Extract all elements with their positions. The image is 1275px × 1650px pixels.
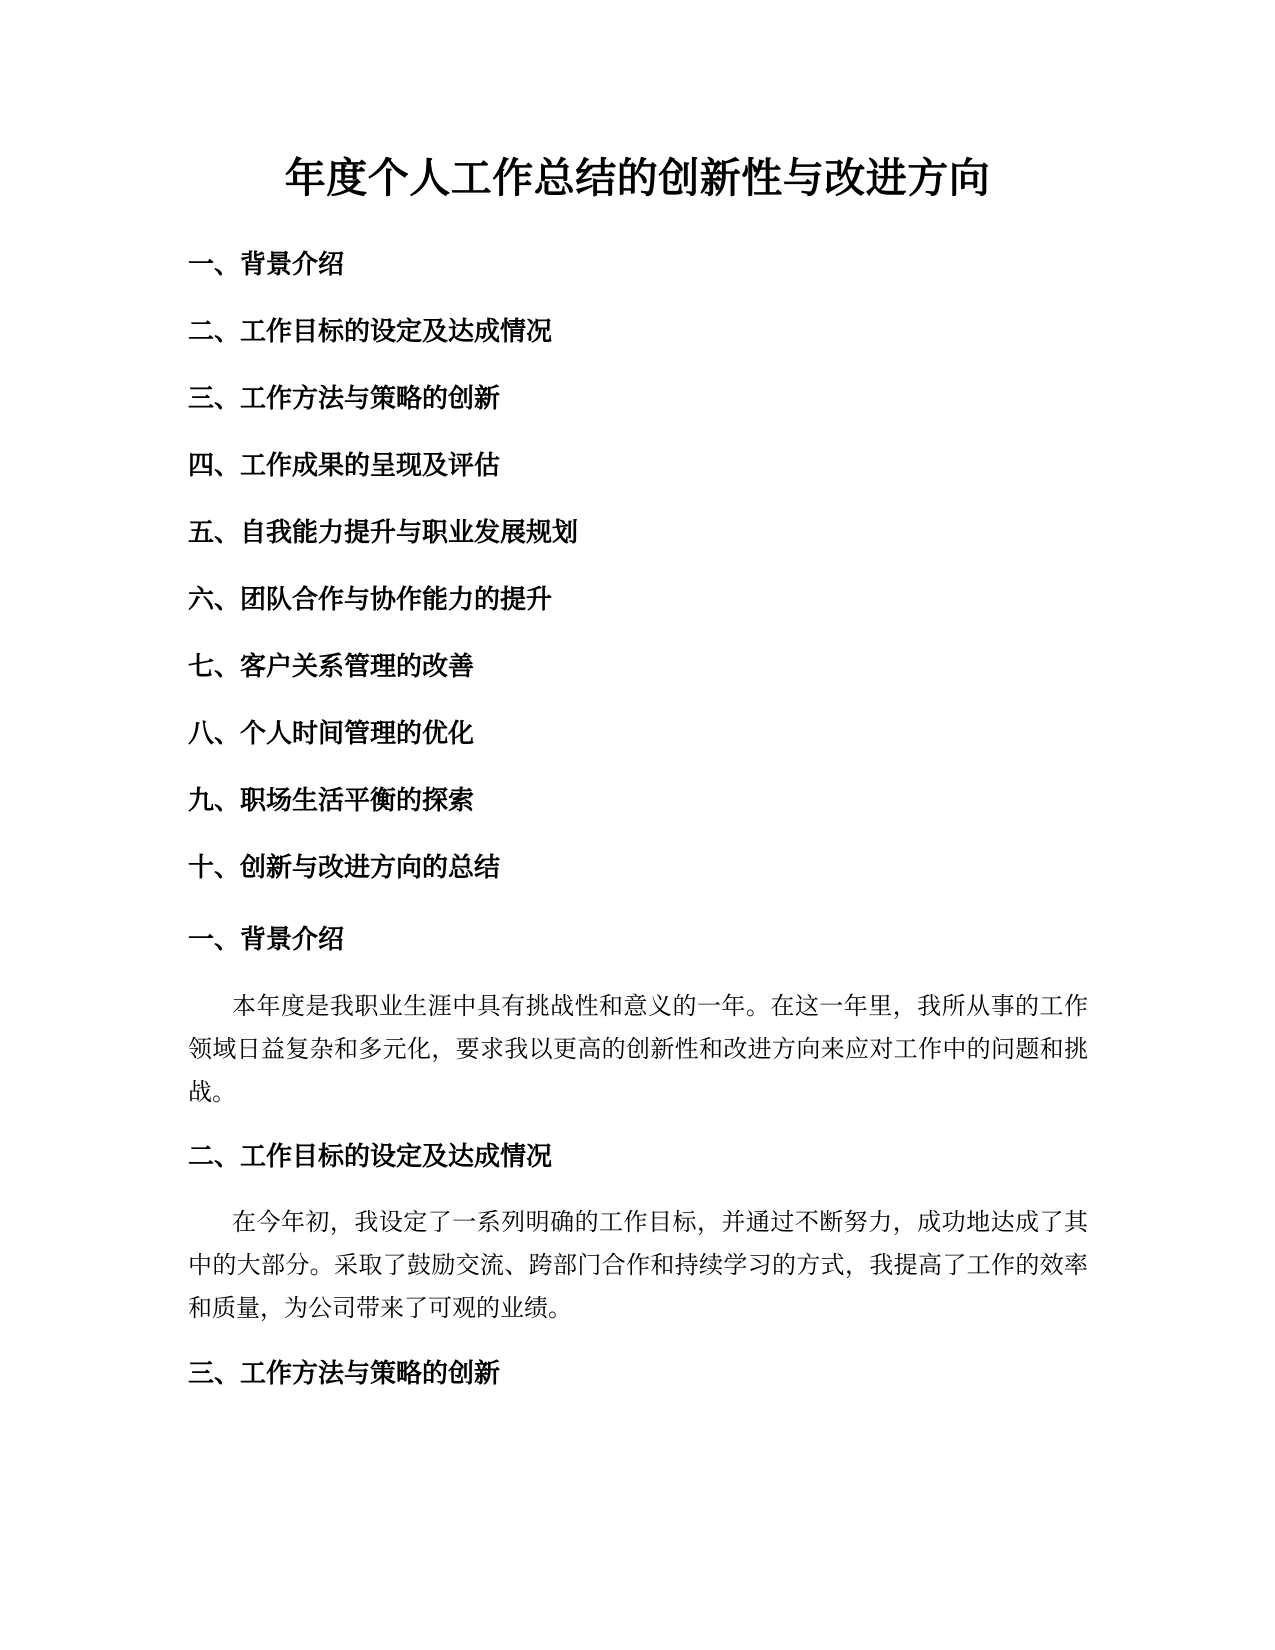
toc-item: 一、背景介绍 bbox=[188, 250, 345, 280]
toc-item: 六、团队合作与协作能力的提升 bbox=[188, 585, 553, 615]
toc-item: 五、自我能力提升与职业发展规划 bbox=[188, 518, 579, 548]
section-body-goals: 在今年初，我设定了一系列明确的工作目标，并通过不断努力，成功地达成了其中的大部分。采取了鼓励交流、跨部门合作和持续学习的方式，我提高了工作的效率和质量，为公司带来了可观的业绩。 bbox=[188, 1208, 1088, 1322]
document-title: 年度个人工作总结的创新性与改进方向 bbox=[284, 154, 991, 202]
toc-item: 三、工作方法与策略的创新 bbox=[188, 384, 501, 414]
toc-item: 二、工作目标的设定及达成情况 bbox=[188, 317, 553, 347]
section-heading-goals: 二、工作目标的设定及达成情况 bbox=[188, 1142, 553, 1172]
table-of-contents bbox=[188, 248, 1088, 918]
toc-item: 十、创新与改进方向的总结 bbox=[188, 853, 501, 883]
toc-item: 九、职场生活平衡的探索 bbox=[188, 786, 475, 816]
toc-item: 四、工作成果的呈现及评估 bbox=[188, 451, 501, 481]
section-heading-background: 一、背景介绍 bbox=[188, 925, 345, 955]
toc-item: 八、个人时间管理的优化 bbox=[188, 719, 475, 749]
toc-item: 七、客户关系管理的改善 bbox=[188, 652, 475, 682]
section-heading-methods: 三、工作方法与策略的创新 bbox=[188, 1359, 501, 1389]
section-body-background: 本年度是我职业生涯中具有挑战性和意义的一年。在这一年里，我所从事的工作领域日益复杂和多元化，要求我以更高的创新性和改进方向来应对工作中的问题和挑战。 bbox=[188, 992, 1088, 1106]
